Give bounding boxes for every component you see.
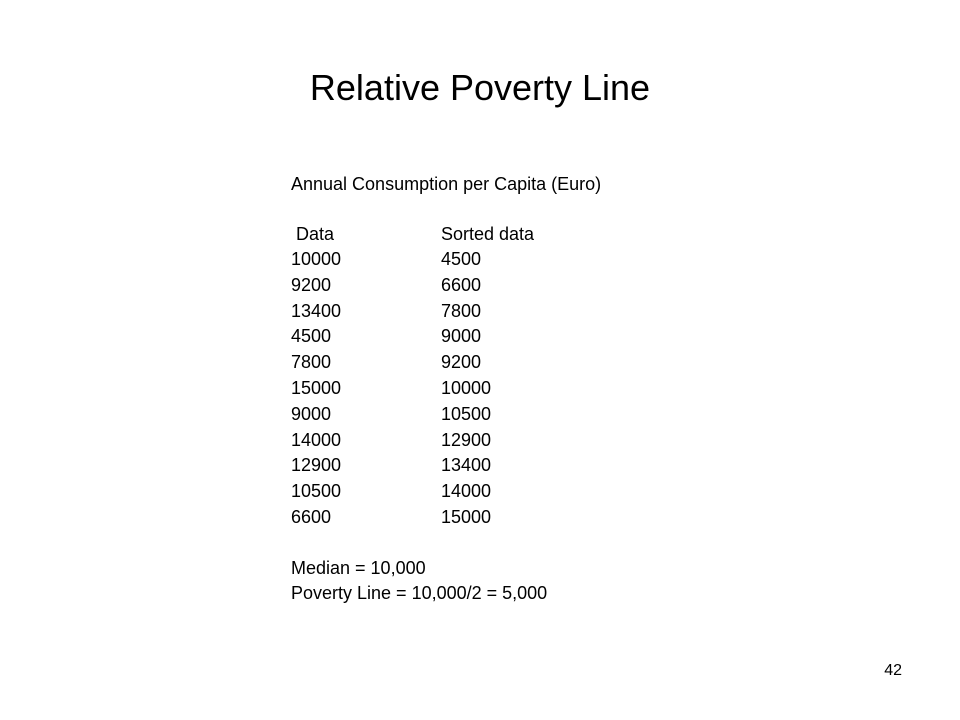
cell-data-value: 9000: [291, 403, 332, 424]
table-row: [291, 479, 591, 505]
cell-sorted-value: 9200: [441, 352, 482, 373]
table-row: [291, 273, 591, 299]
table-row: [291, 324, 591, 350]
cell-sorted-value: 13400: [441, 455, 492, 476]
data-table: [291, 247, 591, 531]
cell-data-value: 13400: [291, 300, 342, 321]
table-row: [291, 376, 591, 402]
table-row: [291, 350, 591, 376]
cell-data-value: 12900: [291, 455, 342, 476]
cell-sorted-value: 4500: [441, 249, 482, 269]
cell-sorted-value: 9000: [441, 326, 482, 347]
cell-data-value: 10500: [291, 481, 342, 502]
cell-data-value: 9200: [291, 274, 332, 295]
slide-title: Relative Poverty Line: [309, 67, 651, 108]
cell-data-value: 15000: [291, 377, 342, 398]
cell-data-value: 4500: [291, 326, 332, 347]
cell-data-value: 7800: [291, 352, 332, 373]
cell-sorted-value: 14000: [441, 481, 492, 502]
page-number: 42: [884, 662, 902, 679]
table-row: [291, 428, 591, 454]
cell-sorted-value: 7800: [441, 300, 482, 321]
cell-data-value: 6600: [291, 506, 332, 527]
cell-sorted-value: 12900: [441, 429, 492, 450]
cell-sorted-value: 6600: [441, 274, 482, 295]
cell-data-value: 14000: [291, 429, 342, 450]
column-header-sorted-data: Sorted data: [441, 224, 535, 244]
table-caption: Annual Consumption per Capita (Euro): [291, 174, 602, 194]
cell-sorted-value: 15000: [441, 506, 492, 527]
poverty-line-statement: Poverty Line = 10,000/2 = 5,000: [291, 583, 548, 603]
table-row: [291, 505, 591, 531]
cell-sorted-value: 10000: [441, 377, 492, 398]
median-statement: Median = 10,000: [291, 558, 426, 578]
cell-data-value: 10000: [291, 249, 342, 269]
table-row: [291, 453, 591, 479]
table-row: [291, 299, 591, 325]
cell-sorted-value: 10500: [441, 403, 492, 424]
column-header-data: Data: [296, 224, 335, 244]
table-row: [291, 402, 591, 428]
table-row: [291, 247, 591, 273]
